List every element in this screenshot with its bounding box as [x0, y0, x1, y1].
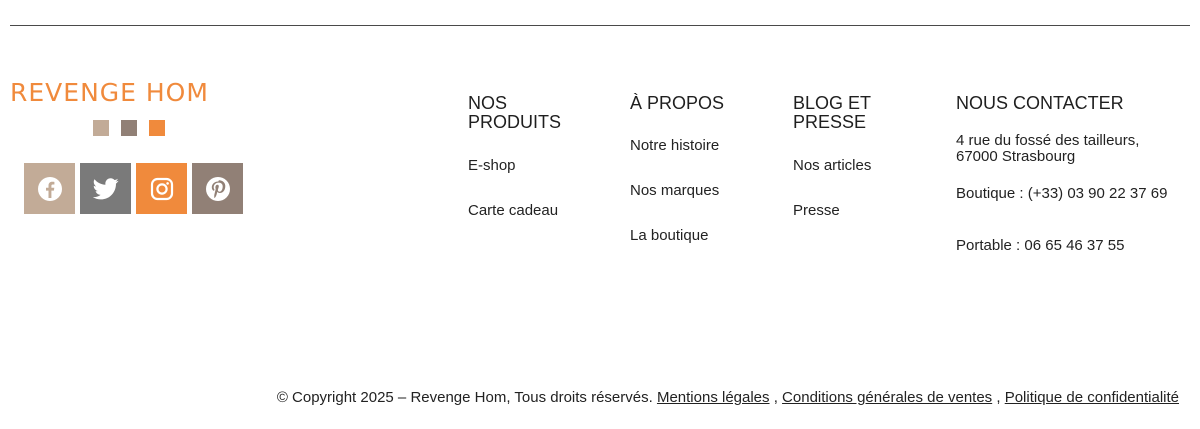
link-nos-articles[interactable]: Nos articles — [793, 157, 872, 174]
copyright-bar — [277, 389, 1179, 406]
facebook-icon — [37, 176, 63, 202]
link-politique-confidentialite[interactable]: Politique de confidentialité — [1004, 389, 1179, 406]
column-title-produits: NOS PRODUITS — [468, 93, 562, 132]
instagram-icon — [150, 177, 174, 201]
contact-phone-boutique[interactable]: Boutique : (+33) 03 90 22 37 69 — [956, 185, 1168, 202]
twitter-icon — [93, 178, 119, 200]
column-contact — [956, 93, 1178, 254]
link-mentions-legales[interactable]: Mentions légales — [656, 389, 770, 406]
column-title-contact: NOUS CONTACTER — [956, 93, 1124, 113]
facebook-button[interactable] — [24, 163, 75, 214]
logo-squares — [93, 120, 165, 136]
column-title-apropos: À PROPOS — [630, 93, 725, 113]
logo-square-orange — [149, 120, 165, 136]
copyright-text: © Copyright 2025 – Revenge Hom, Tous droits réservés. — [276, 389, 653, 406]
social-links — [24, 163, 243, 214]
brand-block — [10, 78, 250, 108]
link-e-shop[interactable]: E-shop — [468, 157, 516, 174]
pinterest-button[interactable] — [192, 163, 243, 214]
link-notre-histoire[interactable]: Notre histoire — [630, 137, 720, 154]
twitter-button[interactable] — [80, 163, 131, 214]
logo-square-taupe — [93, 120, 109, 136]
separator: , — [996, 389, 1001, 406]
logo-square-brown — [121, 120, 137, 136]
separator: , — [773, 389, 778, 406]
link-la-boutique[interactable]: La boutique — [630, 227, 709, 244]
top-divider — [10, 25, 1190, 26]
logo[interactable]: REVENGE HOM — [10, 78, 209, 107]
link-conditions-generales[interactable]: Conditions générales de ventes — [782, 389, 993, 406]
column-title-blog: BLOG ET PRESSE — [793, 93, 871, 132]
instagram-button[interactable] — [136, 163, 187, 214]
link-carte-cadeau[interactable]: Carte cadeau — [468, 202, 559, 219]
contact-address: 4 rue du fossé des tailleurs, 67000 Strasbourg — [956, 132, 1140, 165]
contact-phone-portable[interactable]: Portable : 06 65 46 37 55 — [956, 237, 1125, 254]
column-apropos — [630, 93, 770, 244]
column-produits — [468, 93, 588, 219]
pinterest-icon — [205, 176, 231, 202]
link-nos-marques[interactable]: Nos marques — [630, 182, 720, 199]
link-presse[interactable]: Presse — [793, 202, 840, 219]
column-blog — [793, 93, 903, 219]
